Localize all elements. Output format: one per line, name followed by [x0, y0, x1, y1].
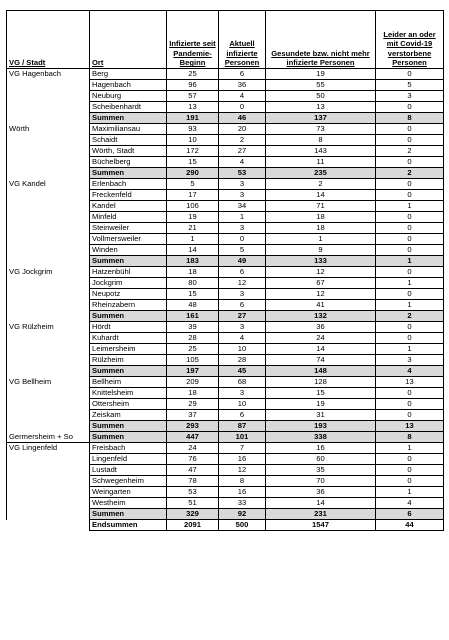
ort-cell: Zeiskam — [90, 410, 167, 421]
deceased-cell: 3 — [376, 91, 444, 102]
sum-label: Summen — [90, 113, 167, 124]
infected-cell: 15 — [167, 157, 219, 168]
recovered-cell: 1 — [266, 234, 376, 245]
header-ort: Ort — [90, 11, 167, 69]
infected-cell: 25 — [167, 69, 219, 80]
grand-current-cell: 500 — [219, 520, 266, 531]
header-region: VG / Stadt — [7, 11, 90, 69]
infected-cell: 13 — [167, 102, 219, 113]
ort-cell: Neuburg — [90, 91, 167, 102]
recovered-cell: 70 — [266, 476, 376, 487]
infected-cell: 93 — [167, 124, 219, 135]
region-label: Wörth — [7, 124, 90, 179]
sum-deceased-cell: 8 — [376, 432, 444, 443]
current-cell: 16 — [219, 454, 266, 465]
region-label: VG Hagenbach — [7, 69, 90, 124]
current-cell: 0 — [219, 102, 266, 113]
sum-current-cell: 27 — [219, 311, 266, 322]
current-cell: 10 — [219, 399, 266, 410]
ort-cell: Kandel — [90, 201, 167, 212]
sum-label: Summen — [90, 256, 167, 267]
header-infected: Infizierte seit Pandemie-Beginn — [167, 11, 219, 69]
current-cell: 4 — [219, 157, 266, 168]
sum-recovered-cell: 132 — [266, 311, 376, 322]
deceased-cell: 0 — [376, 476, 444, 487]
ort-cell: Schaidt — [90, 135, 167, 146]
deceased-cell: 0 — [376, 454, 444, 465]
header-current: Aktuell infizierte Personen — [219, 11, 266, 69]
ort-cell: Wörth, Stadt — [90, 146, 167, 157]
sum-label: Summen — [90, 421, 167, 432]
infected-cell: 25 — [167, 344, 219, 355]
infected-cell: 76 — [167, 454, 219, 465]
sum-deceased-cell: 2 — [376, 311, 444, 322]
region-label: VG Lingenfeld — [7, 443, 90, 520]
infected-cell: 15 — [167, 289, 219, 300]
recovered-cell: 8 — [266, 135, 376, 146]
sum-infected-cell: 161 — [167, 311, 219, 322]
infected-cell: 105 — [167, 355, 219, 366]
sum-current-cell: 49 — [219, 256, 266, 267]
sum-deceased-cell: 4 — [376, 366, 444, 377]
current-cell: 6 — [219, 300, 266, 311]
deceased-cell: 0 — [376, 212, 444, 223]
recovered-cell: 55 — [266, 80, 376, 91]
ort-cell: Neupotz — [90, 289, 167, 300]
ort-cell: Lingenfeld — [90, 454, 167, 465]
ort-cell: Hagenbach — [90, 80, 167, 91]
infected-cell: 5 — [167, 179, 219, 190]
recovered-cell: 73 — [266, 124, 376, 135]
current-cell: 12 — [219, 465, 266, 476]
current-cell: 27 — [219, 146, 266, 157]
sum-deceased-cell: 13 — [376, 421, 444, 432]
sum-recovered-cell: 231 — [266, 509, 376, 520]
sum-recovered-cell: 338 — [266, 432, 376, 443]
table-row — [7, 124, 444, 135]
sum-recovered-cell: 235 — [266, 168, 376, 179]
sum-current-cell: 101 — [219, 432, 266, 443]
infected-cell: 57 — [167, 91, 219, 102]
infected-cell: 172 — [167, 146, 219, 157]
deceased-cell: 0 — [376, 124, 444, 135]
recovered-cell: 14 — [266, 190, 376, 201]
sum-deceased-cell: 8 — [376, 113, 444, 124]
ort-cell: Scheibenhardt — [90, 102, 167, 113]
sum-infected-cell: 191 — [167, 113, 219, 124]
deceased-cell: 0 — [376, 289, 444, 300]
ort-cell: Kuhardt — [90, 333, 167, 344]
ort-cell: Freckenfeld — [90, 190, 167, 201]
current-cell: 2 — [219, 135, 266, 146]
infected-cell: 209 — [167, 377, 219, 388]
ort-cell: Hatzenbühl — [90, 267, 167, 278]
infected-cell: 51 — [167, 498, 219, 509]
current-cell: 3 — [219, 289, 266, 300]
recovered-cell: 13 — [266, 102, 376, 113]
recovered-cell: 19 — [266, 69, 376, 80]
recovered-cell: 36 — [266, 322, 376, 333]
deceased-cell: 0 — [376, 267, 444, 278]
infected-cell: 10 — [167, 135, 219, 146]
ort-cell: Steinweiler — [90, 223, 167, 234]
sum-label: Summen — [90, 509, 167, 520]
deceased-cell: 3 — [376, 355, 444, 366]
current-cell: 12 — [219, 278, 266, 289]
infected-cell: 18 — [167, 388, 219, 399]
grand-recovered-cell: 1547 — [266, 520, 376, 531]
recovered-cell: 19 — [266, 399, 376, 410]
sum-infected-cell: 329 — [167, 509, 219, 520]
recovered-cell: 2 — [266, 179, 376, 190]
grand-total-row — [7, 520, 444, 531]
infected-cell: 48 — [167, 300, 219, 311]
grand-infected-cell: 2091 — [167, 520, 219, 531]
sum-label: Summen — [90, 432, 167, 443]
recovered-cell: 14 — [266, 498, 376, 509]
ort-cell: Westheim — [90, 498, 167, 509]
sum-infected-cell: 197 — [167, 366, 219, 377]
recovered-cell: 15 — [266, 388, 376, 399]
deceased-cell: 0 — [376, 333, 444, 344]
deceased-cell: 0 — [376, 465, 444, 476]
deceased-cell: 0 — [376, 388, 444, 399]
current-cell: 4 — [219, 91, 266, 102]
deceased-cell: 1 — [376, 300, 444, 311]
sum-label: Summen — [90, 366, 167, 377]
recovered-cell: 16 — [266, 443, 376, 454]
recovered-cell: 74 — [266, 355, 376, 366]
recovered-cell: 12 — [266, 289, 376, 300]
deceased-cell: 0 — [376, 102, 444, 113]
grand-total-spacer — [7, 520, 90, 531]
current-cell: 16 — [219, 487, 266, 498]
current-cell: 36 — [219, 80, 266, 91]
recovered-cell: 18 — [266, 212, 376, 223]
sum-label: Summen — [90, 168, 167, 179]
deceased-cell: 0 — [376, 410, 444, 421]
recovered-cell: 71 — [266, 201, 376, 212]
infected-cell: 14 — [167, 245, 219, 256]
sum-recovered-cell: 133 — [266, 256, 376, 267]
current-cell: 34 — [219, 201, 266, 212]
current-cell: 6 — [219, 69, 266, 80]
recovered-cell: 41 — [266, 300, 376, 311]
ort-cell: Schwegenheim — [90, 476, 167, 487]
recovered-cell: 11 — [266, 157, 376, 168]
sum-deceased-cell: 6 — [376, 509, 444, 520]
sum-current-cell: 53 — [219, 168, 266, 179]
deceased-cell: 1 — [376, 201, 444, 212]
sum-label: Summen — [90, 311, 167, 322]
infected-cell: 18 — [167, 267, 219, 278]
ort-cell: Jockgrim — [90, 278, 167, 289]
infected-cell: 29 — [167, 399, 219, 410]
sum-recovered-cell: 193 — [266, 421, 376, 432]
current-cell: 6 — [219, 267, 266, 278]
infected-cell: 28 — [167, 333, 219, 344]
region-label: VG Bellheim — [7, 377, 90, 432]
sum-infected-cell: 183 — [167, 256, 219, 267]
ort-cell: Lustadt — [90, 465, 167, 476]
current-cell: 10 — [219, 344, 266, 355]
region-label: Germersheim + So — [7, 432, 90, 443]
deceased-cell: 0 — [376, 223, 444, 234]
current-cell: 6 — [219, 410, 266, 421]
ort-cell: Minfeld — [90, 212, 167, 223]
deceased-cell: 1 — [376, 344, 444, 355]
infected-cell: 80 — [167, 278, 219, 289]
deceased-cell: 13 — [376, 377, 444, 388]
recovered-cell: 67 — [266, 278, 376, 289]
current-cell: 68 — [219, 377, 266, 388]
recovered-cell: 36 — [266, 487, 376, 498]
recovered-cell: 35 — [266, 465, 376, 476]
infected-cell: 53 — [167, 487, 219, 498]
recovered-cell: 31 — [266, 410, 376, 421]
deceased-cell: 1 — [376, 278, 444, 289]
covid-statistics-sheet — [6, 10, 443, 531]
deceased-cell: 2 — [376, 146, 444, 157]
infected-cell: 19 — [167, 212, 219, 223]
infected-cell: 17 — [167, 190, 219, 201]
current-cell: 3 — [219, 322, 266, 333]
current-cell: 3 — [219, 388, 266, 399]
table-body — [7, 69, 444, 531]
current-cell: 1 — [219, 212, 266, 223]
ort-cell: Maximiliansau — [90, 124, 167, 135]
sum-current-cell: 45 — [219, 366, 266, 377]
deceased-cell: 1 — [376, 443, 444, 454]
current-cell: 8 — [219, 476, 266, 487]
sum-deceased-cell: 1 — [376, 256, 444, 267]
deceased-cell: 0 — [376, 157, 444, 168]
infected-cell: 21 — [167, 223, 219, 234]
sum-infected-cell: 447 — [167, 432, 219, 443]
ort-cell: Ottersheim — [90, 399, 167, 410]
current-cell: 33 — [219, 498, 266, 509]
infected-cell: 96 — [167, 80, 219, 91]
sum-recovered-cell: 148 — [266, 366, 376, 377]
sum-current-cell: 87 — [219, 421, 266, 432]
ort-cell: Knittelsheim — [90, 388, 167, 399]
sum-deceased-cell: 2 — [376, 168, 444, 179]
table-row — [7, 267, 444, 278]
ort-cell: Winden — [90, 245, 167, 256]
sum-infected-cell: 293 — [167, 421, 219, 432]
current-cell: 7 — [219, 443, 266, 454]
recovered-cell: 60 — [266, 454, 376, 465]
table-row — [7, 322, 444, 333]
current-cell: 0 — [219, 234, 266, 245]
recovered-cell: 18 — [266, 223, 376, 234]
sum-infected-cell: 290 — [167, 168, 219, 179]
sum-current-cell: 46 — [219, 113, 266, 124]
deceased-cell: 0 — [376, 234, 444, 245]
deceased-cell: 4 — [376, 498, 444, 509]
deceased-cell: 0 — [376, 135, 444, 146]
recovered-cell: 128 — [266, 377, 376, 388]
table-row — [7, 443, 444, 454]
deceased-cell: 1 — [376, 487, 444, 498]
current-cell: 3 — [219, 223, 266, 234]
sum-recovered-cell: 137 — [266, 113, 376, 124]
ort-cell: Weingarten — [90, 487, 167, 498]
header-recovered: Gesundete bzw. nicht mehr infizierte Personen — [266, 11, 376, 69]
deceased-cell: 5 — [376, 80, 444, 91]
infected-cell: 39 — [167, 322, 219, 333]
deceased-cell: 0 — [376, 399, 444, 410]
deceased-cell: 0 — [376, 245, 444, 256]
infected-cell: 78 — [167, 476, 219, 487]
region-label: VG Jockgrim — [7, 267, 90, 322]
current-cell: 28 — [219, 355, 266, 366]
sum-current-cell: 92 — [219, 509, 266, 520]
ort-cell: Rülzheim — [90, 355, 167, 366]
covid-statistics-table — [6, 10, 444, 531]
table-row — [7, 69, 444, 80]
infected-cell: 24 — [167, 443, 219, 454]
recovered-cell: 24 — [266, 333, 376, 344]
ort-cell: Hördt — [90, 322, 167, 333]
header-row — [7, 11, 444, 69]
recovered-cell: 12 — [266, 267, 376, 278]
current-cell: 20 — [219, 124, 266, 135]
infected-cell: 47 — [167, 465, 219, 476]
header-deceased: Leider an oder mit Covid-19 verstorbene Personen — [376, 11, 444, 69]
current-cell: 4 — [219, 333, 266, 344]
deceased-cell: 0 — [376, 322, 444, 333]
recovered-cell: 14 — [266, 344, 376, 355]
ort-cell: Vollmersweiler — [90, 234, 167, 245]
infected-cell: 37 — [167, 410, 219, 421]
ort-cell: Berg — [90, 69, 167, 80]
ort-cell: Erlenbach — [90, 179, 167, 190]
deceased-cell: 0 — [376, 179, 444, 190]
grand-deceased-cell: 44 — [376, 520, 444, 531]
ort-cell: Büchelberg — [90, 157, 167, 168]
table-row — [7, 377, 444, 388]
ort-cell: Freisbach — [90, 443, 167, 454]
summary-row — [7, 432, 444, 443]
table-row — [7, 179, 444, 190]
current-cell: 5 — [219, 245, 266, 256]
region-label: VG Kandel — [7, 179, 90, 267]
recovered-cell: 50 — [266, 91, 376, 102]
grand-total-label: Endsummen — [90, 520, 167, 531]
ort-cell: Rheinzabern — [90, 300, 167, 311]
recovered-cell: 143 — [266, 146, 376, 157]
recovered-cell: 9 — [266, 245, 376, 256]
deceased-cell: 0 — [376, 69, 444, 80]
ort-cell: Leimersheim — [90, 344, 167, 355]
ort-cell: Bellheim — [90, 377, 167, 388]
region-label: VG Rülzheim — [7, 322, 90, 377]
infected-cell: 106 — [167, 201, 219, 212]
deceased-cell: 0 — [376, 190, 444, 201]
current-cell: 3 — [219, 179, 266, 190]
current-cell: 3 — [219, 190, 266, 201]
infected-cell: 1 — [167, 234, 219, 245]
